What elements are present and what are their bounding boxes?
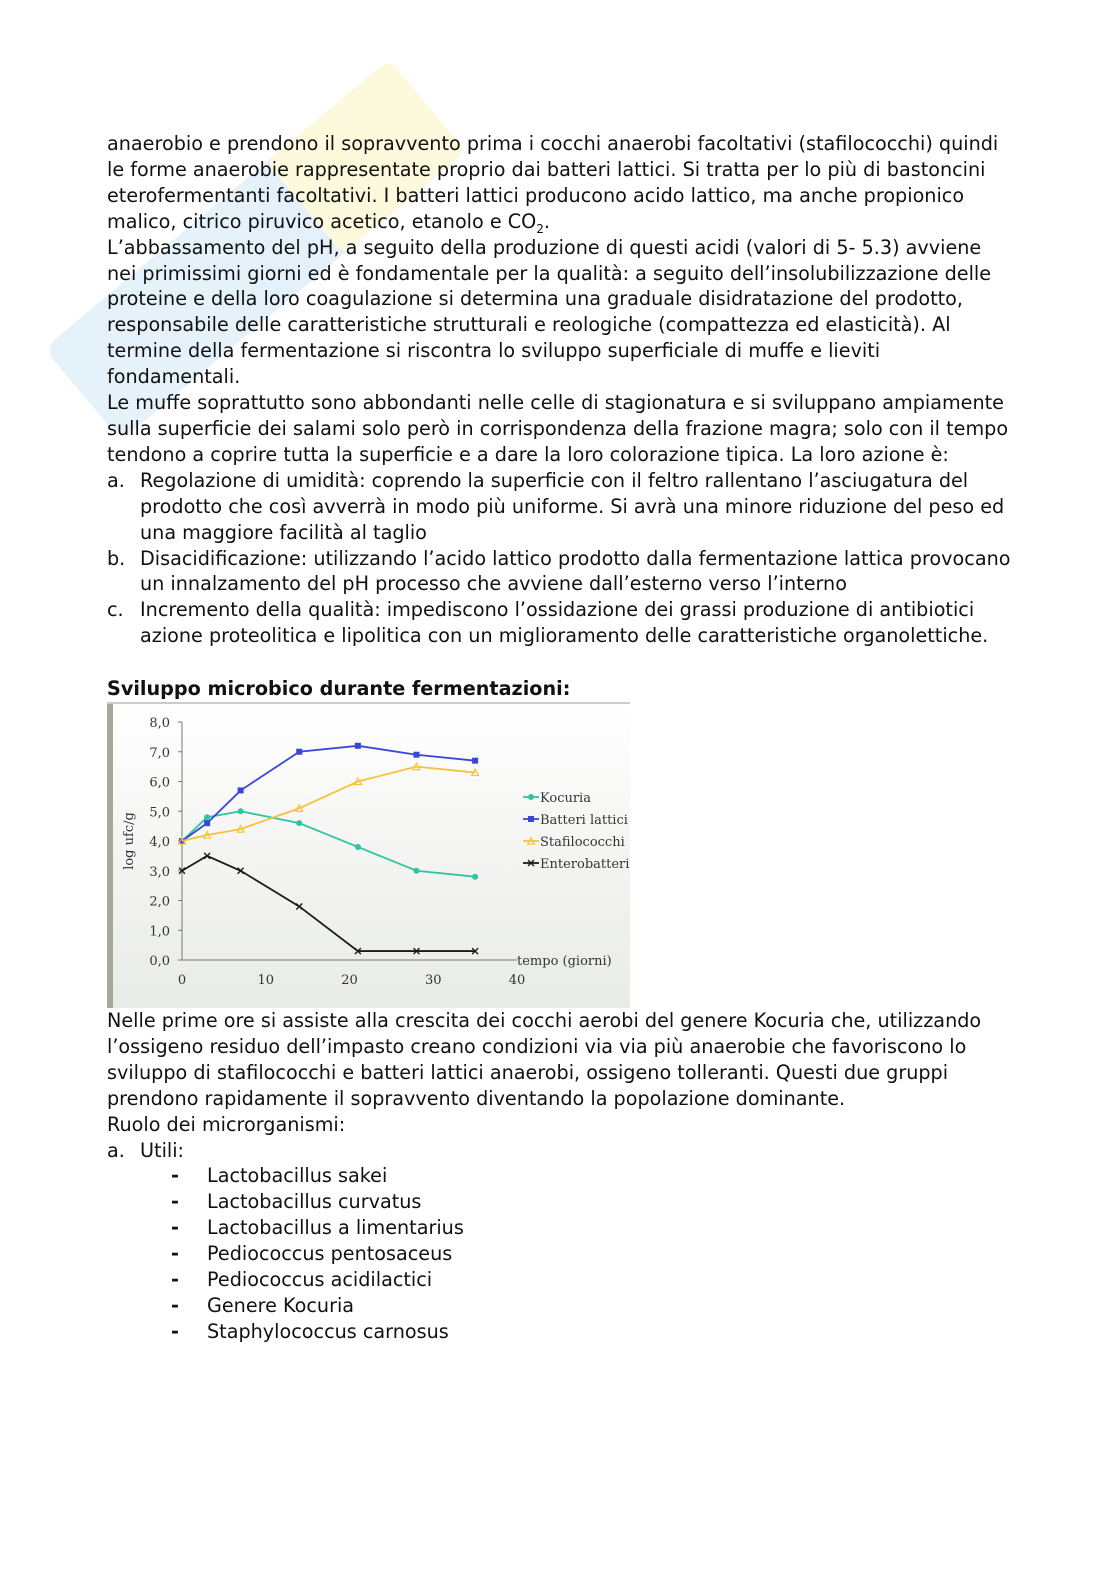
paragraph-lactic-bacteria: anaerobio e prendono il sopravvento prima i cocchi anaerobi facoltativi (stafilococchi) quindi le forme anaerobie rappresentate proprio dai batteri lattici. Si tratta per lo più di bastoncini eterofermentanti facoltativi. I batteri lattici producono acido lattico, ma anche propionico malico, citrico piruvico acetico, etanolo e $CO_2$. xyxy=(107,132,999,236)
y-tick-label: 8,0 xyxy=(149,716,170,732)
legend-label: Enterobatteri xyxy=(540,857,630,873)
data-point xyxy=(528,794,534,800)
y-tick-label: 7,0 xyxy=(149,745,170,761)
y-tick-label: 3,0 xyxy=(149,864,170,880)
list-item: - Genere Kocuria xyxy=(171,1294,355,1317)
data-point xyxy=(238,787,244,793)
data-point xyxy=(414,868,420,874)
mold-action-list xyxy=(107,468,1012,649)
data-point xyxy=(296,820,302,826)
paragraph-role-title: Ruolo dei microrganismi: xyxy=(107,1112,346,1136)
chart-top-edge xyxy=(107,702,630,704)
y-tick-label: 5,0 xyxy=(149,805,170,821)
data-point xyxy=(472,758,478,764)
data-point xyxy=(528,816,534,822)
paragraph-molds: Le muffe soprattutto sono abbondanti nelle celle di stagionatura e si sviluppano ampiamente sulla superficie dei salami solo però in corrispondenza della frazione magra; solo con il tempo tendono a coprire tutta la superficie e a dare la loro colorazione tipica. La loro azione è: xyxy=(107,391,1009,466)
x-axis-label: tempo (giorni) xyxy=(517,954,612,970)
list-item: - Pediococcus acidilactici xyxy=(171,1268,433,1292)
y-tick-label: 4,0 xyxy=(149,835,170,851)
list-item: b. Disacidificazione: utilizzando l’acido lattico prodotto dalla fermentazione lattica provocano un innalzamento del pH processo che avviene dall’esterno verso l’interno xyxy=(107,546,1011,596)
list-item: - Lactobacillus curvatus xyxy=(171,1190,422,1214)
chart-svg xyxy=(107,702,630,1008)
legend-label: Stafilococchi xyxy=(540,835,625,851)
paragraph-ph-drop: L’abbassamento del pH, a seguito della produzione di questi acidi (valori di 5- 5.3) avviene nei primissimi giorni ed è fondamentale per la qualità: a seguito dell’insolubilizzazione delle proteine e della loro coagulazione si determina una graduale disidratazione del prodotto, responsabile delle caratteristiche strutturali e reologiche (compattezza ed elasticità). Al termine della fermentazione si riscontra lo sviluppo superficiale di muffe e lieviti fondamentali. xyxy=(107,235,992,389)
x-tick-label: 0 xyxy=(177,973,187,989)
document-page xyxy=(107,131,1012,1345)
y-axis-label: log ufc/g xyxy=(122,812,137,870)
microbial-growth-chart xyxy=(107,702,630,1008)
x-tick-label: 40 xyxy=(508,973,526,989)
y-tick-label: 6,0 xyxy=(149,775,170,791)
data-point xyxy=(204,820,210,826)
section-heading: Sviluppo microbico durante fermentazioni: xyxy=(107,677,571,701)
list-item: - Pediococcus pentosaceus xyxy=(171,1242,453,1266)
legend-label: Batteri lattici xyxy=(540,813,628,829)
chart-left-edge xyxy=(107,702,113,1008)
legend-label: Kocuria xyxy=(540,791,591,807)
list-item: - Staphylococcus carnosus xyxy=(171,1319,449,1343)
list-item: a. Regolazione di umidità: coprendo la superficie con il feltro rallentano l’asciugatura del prodotto che così avverrà in modo più uniforme. Si avrà una minore riduzione del peso ed una maggiore facilità al taglio xyxy=(107,468,1005,544)
data-point xyxy=(204,814,210,820)
useful-list-item: a. Utili: xyxy=(107,1138,185,1162)
list-item: - Lactobacillus sakei xyxy=(171,1164,388,1188)
x-tick-label: 10 xyxy=(257,973,275,989)
y-tick-label: 0,0 xyxy=(149,954,170,970)
data-point xyxy=(238,808,244,814)
data-point xyxy=(355,743,361,749)
y-tick-label: 1,0 xyxy=(149,924,170,940)
data-point xyxy=(414,752,420,758)
co2-subscript: 2 xyxy=(536,221,544,236)
list-item: - Lactobacillus a limentarius xyxy=(171,1216,464,1240)
data-point xyxy=(296,749,302,755)
organism-list xyxy=(107,1163,1012,1344)
paragraph-kocuria: Nelle prime ore si assiste alla crescita dei cocchi aerobi del genere Kocuria che, utilizzando l’ossigeno residuo dell’impasto creano condizioni via via più anaerobie che favoriscono lo sviluppo di stafilococchi e batteri lattici anaerobi, ossigeno tolleranti. Questi due gruppi prendono rapidamente il sopravvento diventando la popolazione dominante. xyxy=(107,1009,982,1110)
data-point xyxy=(472,874,478,880)
y-tick-label: 2,0 xyxy=(149,894,170,910)
x-tick-label: 30 xyxy=(424,973,442,989)
data-point xyxy=(355,844,361,850)
list-item: c. Incremento della qualità: impediscono l’ossidazione dei grassi produzione di antibiotici azione proteolitica e lipolitica con un miglioramento delle caratteristiche organolettiche. xyxy=(107,598,989,648)
x-tick-label: 20 xyxy=(341,973,358,989)
